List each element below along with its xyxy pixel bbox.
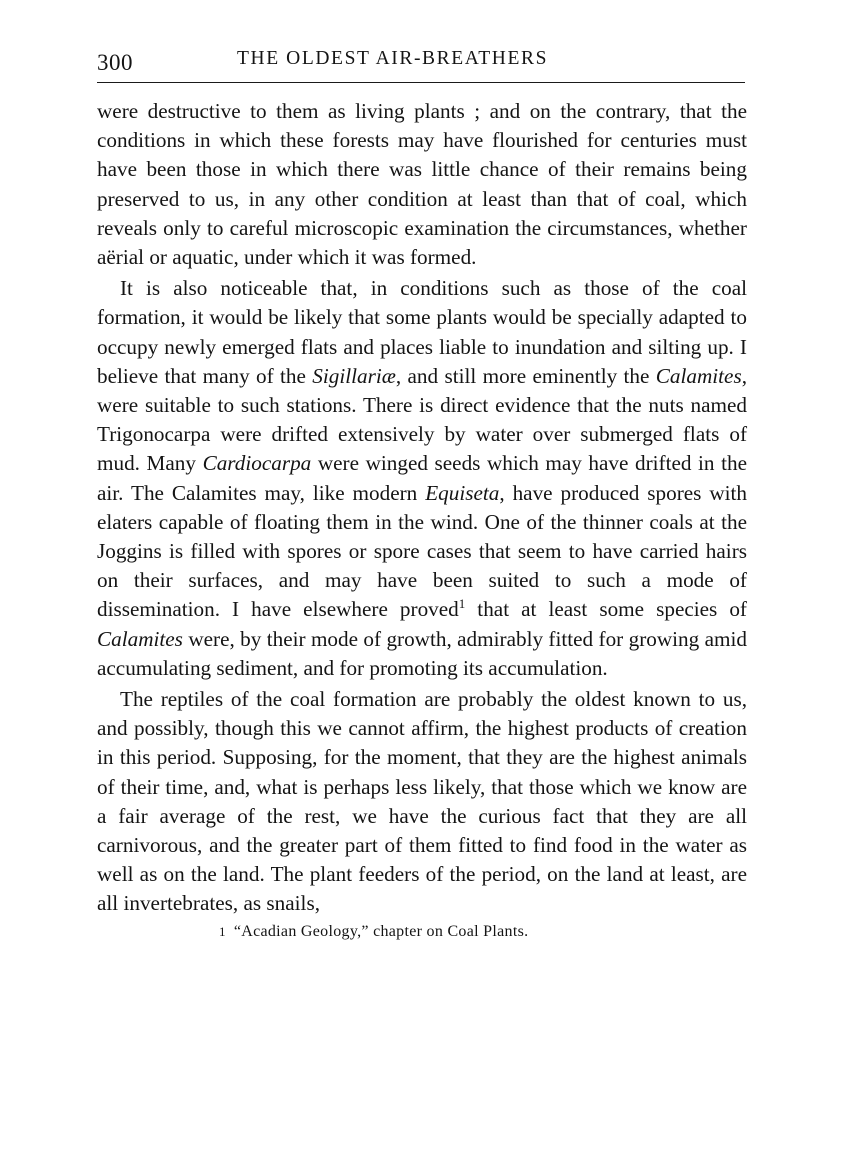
text-run: , and still more eminently the	[395, 363, 656, 388]
text-run: were, by their mode of growth, admirably fitted for growing amid accumulating sediment, and for promoting its accumulation.	[97, 626, 747, 680]
paragraph-2	[97, 274, 747, 683]
text-run: The reptiles of the coal formation are probably the oldest known to us, and possibly, though this we cannot affirm, the highest products of creation in this period. Supposing, for the moment, that they are the highest animals of their time, and, what is perhaps less likely, that those which we know are a fair average of the rest, we have the curious fact that they are all carnivorous, and the greater part of them fitted to find food in the water as well as on the land. The plant feeders of the period, on the land at least, are all invertebrates, as snails,	[97, 687, 747, 916]
page-number: 300	[97, 50, 133, 75]
running-head	[97, 44, 747, 78]
text-run: It is also noticeable that, in conditions such as those of the coal formation, it would be likely that some plants would be specially adapted to occupy newly emerged flats and places liable to inundation and silting up. I believe that many of the	[97, 276, 747, 388]
italic-term: Cardiocarpa	[202, 451, 312, 476]
footnote-mark: 1	[219, 923, 226, 939]
text-run: were winged seeds which may have drifted in the air. The Calamites may, like modern	[97, 451, 747, 505]
paragraph-3	[97, 685, 747, 919]
text-run: , have produced spores with elaters capable of floating them in the wind. One of the thinner coals at the Joggins is filled with spores or spore cases that seem to have carried hairs on their surfaces, and may have been suited to such a mode of dissemination. I have elsewhere proved	[97, 480, 747, 622]
book-page	[97, 44, 747, 942]
italic-term: Calamites	[97, 626, 183, 651]
header-rule	[97, 82, 745, 83]
running-title: THE OLDEST AIR-BREATHERS	[237, 48, 549, 69]
text-run: that at least some species of	[465, 597, 747, 622]
paragraph-1	[97, 97, 747, 272]
text-run: , were suitable to such stations. There is direct evidence that the nuts named Trigonocarpa were drifted extensively by water over submerged flats of mud. Many	[97, 363, 747, 476]
body-text	[97, 97, 747, 919]
italic-term: Sigillariæ	[312, 363, 396, 388]
italic-term: Equiseta	[425, 480, 500, 505]
italic-term: Calamites	[655, 363, 742, 388]
footnote-text: “Acadian Geology,” chapter on Coal Plants.	[233, 922, 529, 940]
footnote-reference: 1	[458, 596, 466, 612]
text-run: were destructive to them as living plants ; and on the contrary, that the conditions in which these forests may have flourished for centuries must have been those in which there was little chance of their remains being preserved to us, in any other condition at least than that of coal, which reveals only to careful microscopic examination the circumstances, whether aërial or aquatic, under which it was formed.	[97, 99, 747, 270]
footnote	[97, 922, 747, 942]
